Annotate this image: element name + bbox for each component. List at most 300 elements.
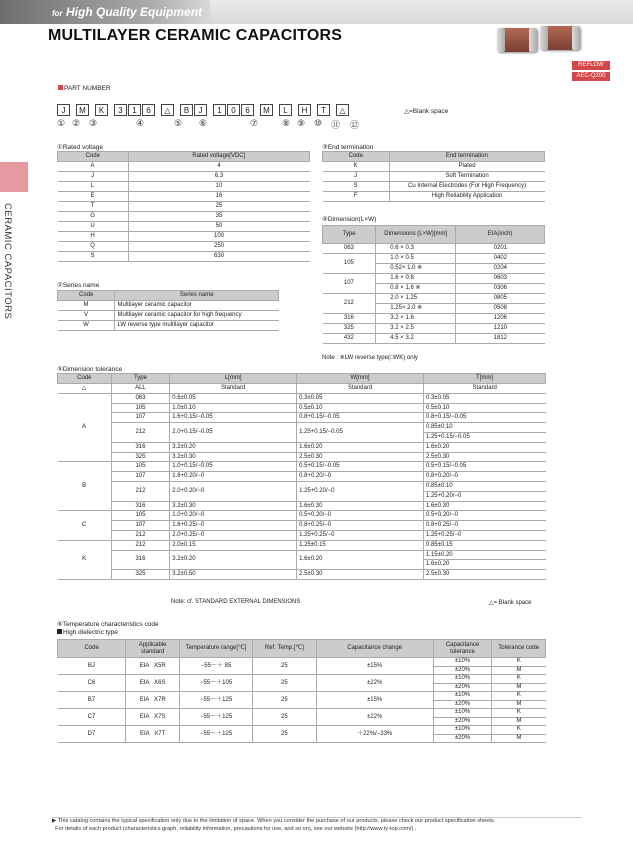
table-cell: W [58,321,115,331]
table-cell: ±20% [433,700,492,709]
table-cell: 1.6±0.20 [423,560,545,570]
table-cell: 0.5+0.15/−0.05 [423,462,545,472]
table-cell: E [58,192,129,202]
column-header: W[mm] [297,374,424,384]
table-cell: J [323,172,390,182]
table-cell: 0.6±0.05 [170,393,297,403]
subheader-cell: △ [58,384,112,394]
series-table [57,290,279,331]
table-row [58,540,546,550]
table-cell: G [58,212,129,222]
table-cell: 212 [111,540,170,550]
table-cell: 1.0 × 0.5 [376,254,456,264]
table-cell: S [58,252,129,262]
dimension-table [322,225,545,344]
dimension-note: Note : ※LW reverse type(□WK) only [322,355,418,361]
table-row [323,192,545,202]
subheader-cell: Standard [170,384,297,394]
table-row [58,675,546,684]
table-row [58,423,546,433]
table-cell: Multilayer ceramic capacitor for high frequency [115,311,279,321]
table-cell: V [58,311,115,321]
table-cell: 0402 [456,254,545,264]
table-row [58,452,546,462]
table-cell: 105 [111,511,170,521]
column-header: T[mm] [423,374,545,384]
table-cell: LW reverse type multilayer capacitor [115,321,279,331]
blank-space-note: △=Blank space [404,108,449,115]
table-cell: 325 [323,324,376,334]
part-number-char: T [317,104,330,116]
column-header: Rated voltage[VDC] [128,152,309,162]
table-row [58,570,546,580]
table-row [58,182,310,192]
aec-badge: AEC-Q200 [572,72,610,81]
table-cell: K [492,692,546,701]
table-cell: 1.15±0.20 [423,550,545,560]
table-cell: ±10% [433,675,492,684]
table-cell: 212 [111,481,170,501]
table-cell: 1.25±0.15 [297,540,424,550]
table-cell: ±15% [316,658,433,675]
table-cell: 0306 [456,284,545,294]
table-cell: 1.6±0.30 [423,501,545,511]
table-cell: 250 [128,242,309,252]
table-cell: 0.3±0.05 [423,393,545,403]
table-cell: J [58,172,129,182]
table-row [58,692,546,701]
table-cell: K [492,658,546,667]
table-cell: 105 [323,254,376,274]
tolerance-blank-note: △= Blank space [489,600,532,606]
table-cell: 1.25+0.25/−0 [423,530,545,540]
subheader-cell: ALL [111,384,170,394]
table-cell: 063 [323,244,376,254]
table-cell: M [492,666,546,675]
rated-voltage-heading: ①Rated voltage [57,144,103,151]
table-row [58,172,310,182]
table-header-row [58,374,546,384]
table-cell: EIA X5R [126,658,180,675]
capacitor-chip-image [497,28,537,52]
table-cell: 2.5±0.30 [423,452,545,462]
part-number-index: ⑨ [297,118,306,128]
table-cell: Plated [389,162,544,172]
table-row [323,182,545,192]
part-number-char: 6 [241,104,254,116]
table-header-row [323,152,545,162]
table-cell: ±20% [433,683,492,692]
table-cell: 6.3 [128,172,309,182]
column-header: Code [58,291,115,301]
table-row [58,726,546,735]
table-cell: Q [58,242,129,252]
part-number-char: M [76,104,89,116]
table-cell: 2.0+0.20/−0 [170,481,297,501]
part-number-char: K [95,104,108,116]
table-cell: 0.8+0.20/−0 [297,472,424,482]
column-header: Code [323,152,390,162]
column-header: End termination [389,152,544,162]
reflow-badge: REFLOW [572,61,610,70]
part-number-char: 6 [142,104,155,116]
column-header: Code [58,640,126,658]
table-row [58,472,546,482]
code-cell: C [58,511,112,540]
part-number-char: △ [336,104,349,116]
table-cell: 1.25+0.20/−0 [297,481,424,501]
column-header: Tolerance code [492,640,546,658]
table-cell: A [58,162,129,172]
table-row [58,222,310,232]
table-row [323,244,545,254]
rated-voltage-table [57,151,310,262]
part-number-char: L [279,104,292,116]
table-cell: 0.5+0.15/−0.05 [297,462,424,472]
table-cell: 10 [128,182,309,192]
table-cell: 1.6±0.20 [297,442,424,452]
table-row [58,242,310,252]
table-row [58,311,279,321]
table-cell: 432 [323,334,376,344]
table-cell: 107 [111,521,170,531]
table-cell: 25 [128,202,309,212]
table-cell: 2.5±0.30 [297,570,424,580]
part-number-char: 1 [213,104,226,116]
table-cell: 3.2±0.30 [170,452,297,462]
table-row [323,274,545,284]
table-row [58,403,546,413]
table-row [58,550,546,560]
table-cell: 1.0±0.10 [170,403,297,413]
table-cell: ＋22%/−33% [316,726,433,743]
table-cell: 212 [323,294,376,314]
table-cell: ±10% [433,709,492,718]
code-cell: C6 [58,675,126,692]
temp-subheading: High dielectric type [57,629,118,636]
end-termination-table [322,151,545,202]
table-cell: 3.2±0.20 [170,442,297,452]
code-cell: A [58,393,112,462]
table-cell: 105 [111,403,170,413]
table-cell: 0.8+0.25/−0 [423,521,545,531]
table-cell: 0201 [456,244,545,254]
table-row [58,202,310,212]
table-cell: 50 [128,222,309,232]
table-cell: 1.6±0.30 [297,501,424,511]
table-cell: F [323,192,390,202]
table-cell: −55〜＋105 [179,675,252,692]
table-cell: 35 [128,212,309,222]
table-row [58,709,546,718]
table-cell: 1.25× 2.0 ※ [376,304,456,314]
table-cell: 3.2±0.30 [170,501,297,511]
table-cell: 3.2 × 1.6 [376,314,456,324]
table-cell: ±22% [316,709,433,726]
table-cell: ±20% [433,666,492,675]
table-cell: H [58,232,129,242]
part-number-char: M [260,104,273,116]
part-number-index: ⑥ [199,118,208,128]
code-cell: B [58,462,112,511]
table-cell: 25 [253,658,316,675]
table-cell: 0.3±0.05 [297,393,424,403]
column-header: Capacitance tolerance [433,640,492,658]
table-cell: 0805 [456,294,545,304]
table-cell: −55〜＋125 [179,692,252,709]
code-cell: C7 [58,709,126,726]
table-row [58,212,310,222]
column-header: Code [58,374,112,384]
table-cell: ±22% [316,675,433,692]
table-cell: High Reliability Application [389,192,544,202]
part-number-char: 0 [227,104,240,116]
table-cell: K [492,726,546,735]
part-number-index: ⑩ [314,118,323,128]
table-cell: 0.85±0.15 [423,540,545,550]
table-cell: 4.5 × 3.2 [376,334,456,344]
part-number-index: ⑦ [250,118,259,128]
table-cell: 212 [111,423,170,443]
part-number-char: △ [161,104,174,116]
table-cell: 2.5±0.30 [423,570,545,580]
table-cell: 1.6±0.20 [423,442,545,452]
table-cell: 3.2 × 2.5 [376,324,456,334]
table-cell: Multilayer ceramic capacitor [115,301,279,311]
table-row [323,324,545,334]
table-row [58,301,279,311]
end-termination-heading: ③End termination [322,144,374,151]
table-row [58,252,310,262]
table-cell: 25 [253,675,316,692]
table-cell: 0.6 × 0.3 [376,244,456,254]
table-cell: M [492,683,546,692]
table-cell: 316 [111,550,170,570]
table-header-row [323,226,545,244]
table-cell: T [58,202,129,212]
table-cell: M [58,301,115,311]
part-number-heading: PART NUMBER [58,85,111,92]
table-row [58,501,546,511]
table-cell: 0.85±0.10 [423,423,545,433]
column-header: Type [111,374,170,384]
table-row [58,462,546,472]
side-tab [0,162,28,192]
column-header: EIA(inch) [456,226,545,244]
table-cell: Cu Internal Electrodes (For High Frequency) [389,182,544,192]
table-cell: 2.5±0.30 [297,452,424,462]
part-number-index: ④ [136,118,145,128]
table-cell: S [323,182,390,192]
part-number-char: 1 [128,104,141,116]
table-cell: ±15% [316,692,433,709]
table-row [58,521,546,531]
tolerance-table [57,373,546,580]
table-header-row [58,291,279,301]
part-number-index: ③ [89,118,98,128]
table-cell: 0.5+0.20/−0 [423,511,545,521]
part-number-char: J [194,104,207,116]
code-cell: BJ [58,658,126,675]
table-row [58,413,546,423]
table-cell: ±10% [433,692,492,701]
page-title: MULTILAYER CERAMIC CAPACITORS [48,27,343,44]
column-header: Capacitance change [316,640,433,658]
table-cell: EIA X6S [126,675,180,692]
table-cell: M [492,700,546,709]
series-heading: ②Series name [57,282,100,289]
table-row [58,162,310,172]
table-cell: 0.8+0.25/−0 [297,521,424,531]
table-cell: 0.8+0.15/−0.05 [423,413,545,423]
table-cell: 325 [111,570,170,580]
table-cell: 325 [111,452,170,462]
table-cell: ±20% [433,734,492,743]
part-number-index: ⑫ [350,120,360,130]
table-cell: 316 [323,314,376,324]
table-cell: 630 [128,252,309,262]
column-header: Applicable standard [126,640,180,658]
table-cell: 0.85±0.10 [423,481,545,491]
column-header: Temperature range[℃] [179,640,252,658]
table-cell: 1210 [456,324,545,334]
table-cell: 105 [111,462,170,472]
table-cell: 1.6±0.20 [297,550,424,570]
part-number-char: B [180,104,193,116]
part-number-char: 3 [114,104,127,116]
table-cell: 2.0+0.15/−0.05 [170,423,297,443]
capacitor-chip-image [540,26,580,50]
table-cell: Soft Termination [389,172,544,182]
table-cell: 25 [253,726,316,743]
table-cell: 063 [111,393,170,403]
header-tag: for High Quality Equipment [52,5,203,19]
temp-heading: ⑥Temperature characteristics code [57,621,159,628]
table-cell: 0204 [456,264,545,274]
table-row [323,334,545,344]
column-header: Code [58,152,129,162]
code-cell: B7 [58,692,126,709]
table-cell: ±20% [433,717,492,726]
table-cell: 0.8+0.20/−0 [423,472,545,482]
table-cell: 0.5±0.10 [423,403,545,413]
table-cell: 2.0 × 1.25 [376,294,456,304]
table-cell: 25 [253,709,316,726]
table-cell: −55〜＋ 85 [179,658,252,675]
table-cell: U [58,222,129,232]
part-number-char: H [298,104,311,116]
table-cell: 107 [111,472,170,482]
table-cell: 1.25+0.15/−0.05 [297,423,424,443]
table-cell: 1.6+0.20/−0 [170,472,297,482]
table-cell: M [492,717,546,726]
table-cell: L [58,182,129,192]
table-cell: 100 [128,232,309,242]
code-cell: K [58,540,112,579]
table-cell: 212 [111,530,170,540]
table-cell: M [492,734,546,743]
table-cell: EIA X7T [126,726,180,743]
table-cell: ±10% [433,726,492,735]
table-cell: 4 [128,162,309,172]
tolerance-note: Note: cf. STANDARD EXTERNAL DIMENSIONS [171,599,301,605]
code-cell: D7 [58,726,126,743]
table-cell: 1.25+0.25/−0 [297,530,424,540]
table-cell: 1812 [456,334,545,344]
table-row [323,254,545,264]
table-row [58,192,310,202]
table-header-row [58,152,310,162]
part-number-index: ⑤ [174,118,183,128]
part-number-index: ⑪ [331,120,341,130]
table-cell: 25 [253,692,316,709]
table-row [323,172,545,182]
column-header: L[mm] [170,374,297,384]
part-number-index: ① [57,118,66,128]
table-row [323,162,545,172]
table-cell: 1.0+0.15/−0.05 [170,462,297,472]
table-cell: 3.2±0.50 [170,570,297,580]
table-cell: 316 [111,442,170,452]
table-cell: 0.8+0.15/−0.05 [297,413,424,423]
table-row [58,442,546,452]
table-cell: 0508 [456,304,545,314]
table-row [323,294,545,304]
part-number-index: ② [72,118,81,128]
column-header: Type [323,226,376,244]
table-row [58,232,310,242]
table-cell: 16 [128,192,309,202]
table-cell: 0.5±0.10 [297,403,424,413]
footer-disclaimer: ▶ This catalog contains the typical specification only due to the limitation of space. When you consider the purchase of our products, please check our product specification sheets. For details of each product (characteristics graph, reliability information, precautions for use, and so on), see our website (http://www.ty-top.com/) . [52,818,496,832]
table-cell: 1.25+0.20/−0 [423,491,545,501]
table-cell: 0.52× 1.0 ※ [376,264,456,274]
table-cell: K [492,675,546,684]
table-row [58,321,279,331]
table-cell: 1.6 × 0.8 [376,274,456,284]
table-cell: 2.0+0.25/−0 [170,530,297,540]
table-cell: 3.2±0.20 [170,550,297,570]
table-cell: 1.6+0.25/−0 [170,521,297,531]
table-cell: −55〜＋125 [179,726,252,743]
table-row [58,530,546,540]
table-cell: 0603 [456,274,545,284]
part-number-boxes [57,104,349,116]
subheader-cell: Standard [423,384,545,394]
table-row [58,393,546,403]
table-header-row [58,640,546,658]
column-header: Ref. Temp.[℃] [253,640,316,658]
table-row [323,314,545,324]
side-label: CERAMIC CAPACITORS [2,203,13,320]
table-cell: K [323,162,390,172]
table-cell: 0.5+0.20/−0 [297,511,424,521]
table-row [58,658,546,667]
part-number-index: ⑧ [282,118,291,128]
subheader-cell: Standard [297,384,424,394]
column-header: Series name [115,291,279,301]
table-cell: EIA X7S [126,709,180,726]
table-cell: 1206 [456,314,545,324]
dimension-heading: ④Dimension(L×W) [322,216,377,223]
table-cell: EIA X7R [126,692,180,709]
table-cell: 316 [111,501,170,511]
table-cell: 1.6+0.15/−0.05 [170,413,297,423]
part-number-char: J [57,104,70,116]
table-subheader-row [58,384,546,394]
temperature-table [57,639,546,743]
table-cell: 1.0+0.20/−0 [170,511,297,521]
